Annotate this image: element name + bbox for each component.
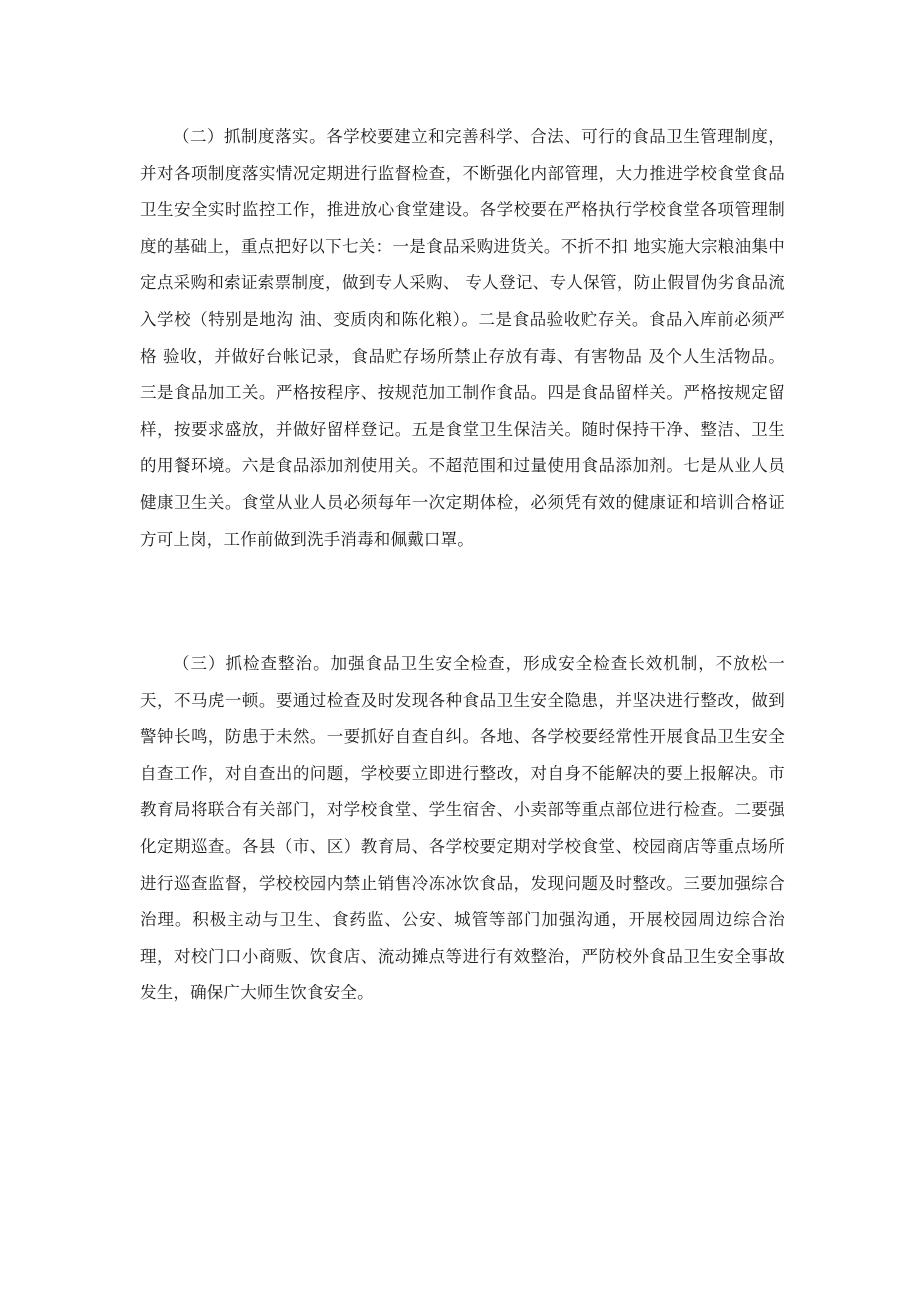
paragraph-section-2: （二）抓制度落实。各学校要建立和完善科学、合法、可行的食品卫生管理制度，并对各项制度落实情况定期进行监督检查，不断强化内部管理，大力推进学校食堂食品卫生安全实时监控工作，推进放心食堂建设。各学校要在严格执行学校食堂各项管理制度的基础上，重点把好以下七关：一是食品采购进货关。不折不扣 地实施大宗粮油集中定点采购和索证索票制度，做到专人采购、 专人登记、专人保管，防止假冒伪劣食品流入学校（特别是地沟 油、变质肉和陈化粮）。二是食品验收贮存关。食品入库前必须严格 验收，并做好台帐记录，食品贮存场所禁止存放有毒、有害物品 及个人生活物品。三是食品加工关。严格按程序、按规范加工制作食品。四是食品留样关。严格按规定留样，按要求盛放，并做好留样登记。五是食堂卫生保洁关。随时保持干净、整洁、卫生的用餐环境。六是食品添加剂使用关。不超范围和过量使用食品添加剂。七是从业人员健康卫生关。食堂从业人员必须每年一次定期体检，必须凭有效的健康证和培训合格证方可上岗，工作前做到洗手消毒和佩戴口罩。	[140, 127, 785, 549]
paragraph-section-3: （三）抓检查整治。加强食品卫生安全检查，形成安全检查长效机制，不放松一天，不马虎一顿。要通过检查及时发现各种食品卫生安全隐患，并坚决进行整改，做到警钟长鸣，防患于未然。一要抓好自查自纠。各地、各学校要经常性开展食品卫生安全自查工作，对自查出的问题，学校要立即进行整改，对自身不能解决的要上报解决。市教育局将联合有关部门，对学校食堂、学生宿舍、小卖部等重点部位进行检查。二要强化定期巡查。各县（市、区）教育局、各学校要定期对学校食堂、校园商店等重点场所进行巡查监督，学校校园内禁止销售冷冻冰饮食品，发现问题及时整改。三要加强综合治理。积极主动与卫生、食药监、公安、城管等部门加强沟通，开展校园周边综合治理，对校门口小商贩、饮食店、流动摊点等进行有效整治，严防校外食品卫生安全事故发生，确保广大师生饮食安全。	[140, 654, 785, 1003]
